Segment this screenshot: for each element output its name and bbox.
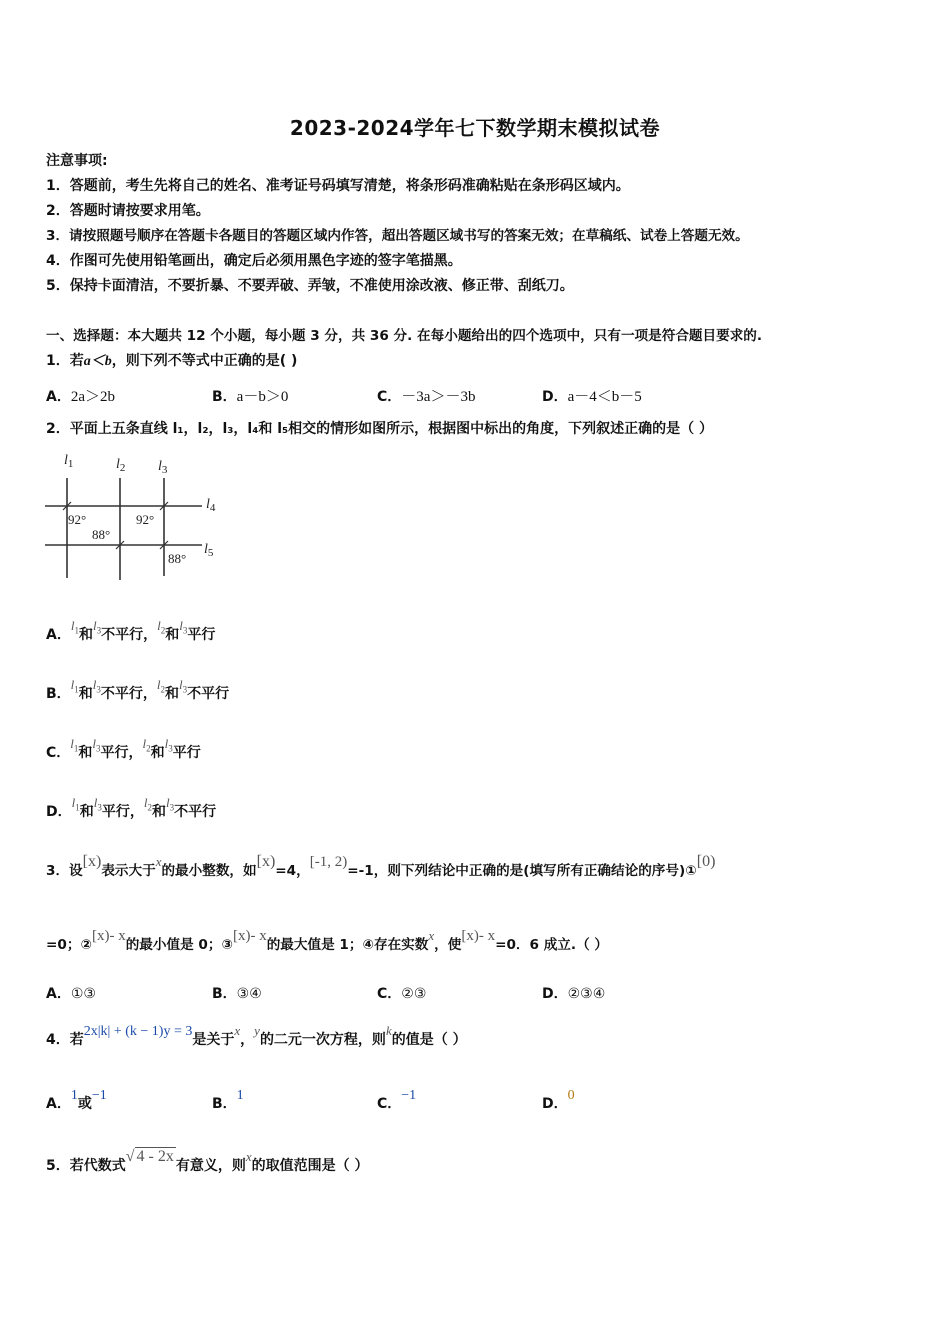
q1-option-a[interactable]: A．2a＞2b: [46, 389, 116, 405]
label-l1: $l_1$: [64, 453, 74, 470]
q2-option-d[interactable]: D．$l_1$和$l_3$平行，$l_2$和$l_3$不平行: [46, 795, 217, 820]
q1-option-b[interactable]: B．a－b＞0: [212, 389, 289, 405]
label-l2: $l_2$: [116, 457, 126, 474]
q1-option-d[interactable]: D．a－4＜b－5: [542, 389, 642, 405]
q4-option-c[interactable]: C．−1: [377, 1088, 417, 1112]
label-l5: $l_5$: [204, 542, 214, 559]
q5-radicand: 4 - 2x: [136, 1148, 174, 1165]
q2-option-b[interactable]: B．$l_1$和$l_3$不平行，$l_2$和$l_3$不平行: [46, 677, 230, 702]
q4-option-a[interactable]: A．1或−1: [46, 1088, 107, 1112]
label-l3: $l_3$: [158, 459, 168, 476]
angle-label: 88°: [92, 527, 111, 542]
lines-figure: [40, 448, 230, 586]
q4-option-d[interactable]: D．0: [542, 1088, 575, 1112]
angle-label: 92°: [136, 512, 155, 527]
notice-item: 1．答题前，考生先将自己的姓名、准考证号码填写清楚，将条形码准确粘贴在条形码区域内。: [46, 178, 630, 194]
question-5-stem: 5．若代数式√ 4 - 2x有意义，则x的取值范围是（ ）: [46, 1148, 369, 1174]
notice-heading: 注意事项:: [46, 153, 108, 169]
q1-cond: a＜b: [83, 354, 112, 369]
q3-option-a[interactable]: A．①③: [46, 986, 96, 1002]
label-l4: $l_4$: [206, 497, 216, 514]
q2-option-a[interactable]: A．$l_1$和$l_3$不平行，$l_2$和$l_3$平行: [46, 618, 216, 643]
q1-option-c[interactable]: C．－3a＞－3b: [377, 389, 476, 405]
question-4-stem: 4．若2x|k| + (k − 1)y = 3是关于x，y的二元一次方程，则k的值是（ ）: [46, 1023, 467, 1048]
q4-option-b[interactable]: B．1: [212, 1088, 244, 1112]
q3-option-b[interactable]: B．③④: [212, 986, 262, 1002]
q3-option-c[interactable]: C．②③: [377, 986, 427, 1002]
q3-option-d[interactable]: D．②③④: [542, 986, 606, 1002]
q1-rest: ，则下列不等式中正确的是( ): [111, 353, 298, 369]
q1-num: 1．若: [46, 353, 84, 369]
angle-label: 88°: [168, 551, 187, 566]
notice-item: 2．答题时请按要求用笔。: [46, 203, 210, 219]
notice-item: 4．作图可先使用铅笔画出，确定后必须用黑色字迹的签字笔描黑。: [46, 253, 462, 269]
notice-item: 5．保持卡面清洁，不要折暴、不要弄破、弄皱，不准使用涂改液、修正带、刮纸刀。: [46, 278, 574, 294]
question-2-stem: 2．平面上五条直线 l₁，l₂，l₃，l₄和 l₅相交的情形如图所示，根据图中标出的角度，下列叙述正确的是（ ）: [46, 421, 714, 437]
question-3-stem-line1: 3．设[x)表示大于x的最小整数，如[x)=4，[-1, 2)=-1，则下列结论中正确的是(填写所有正确结论的序号)①[0): [46, 853, 716, 879]
q2-option-c[interactable]: C．$l_1$和$l_3$平行，$l_2$和$l_3$平行: [46, 736, 201, 761]
question-3-stem-line2: =0；②[x)- x的最小值是 0；③[x)- x的最大值是 1；④存在实数x，使[x)- x=0．6 成立.（ ）: [46, 928, 608, 953]
notice-item: 3．请按照题号顺序在答题卡各题目的答题区域内作答，超出答题区域书写的答案无效；在草稿纸、试卷上答题无效。: [46, 228, 749, 244]
page-title: 2023-2024学年七下数学期末模拟试卷: [289, 116, 661, 140]
section-heading: 一、选择题：本大题共 12 个小题，每小题 3 分，共 36 分. 在每小题给出的四个选项中，只有一项是符合题目要求的.: [46, 328, 763, 344]
question-1-stem: [46, 351, 297, 372]
angle-label: 92°: [68, 512, 87, 527]
q4-equation: 2x|k| + (k − 1)y = 3: [83, 1024, 193, 1039]
